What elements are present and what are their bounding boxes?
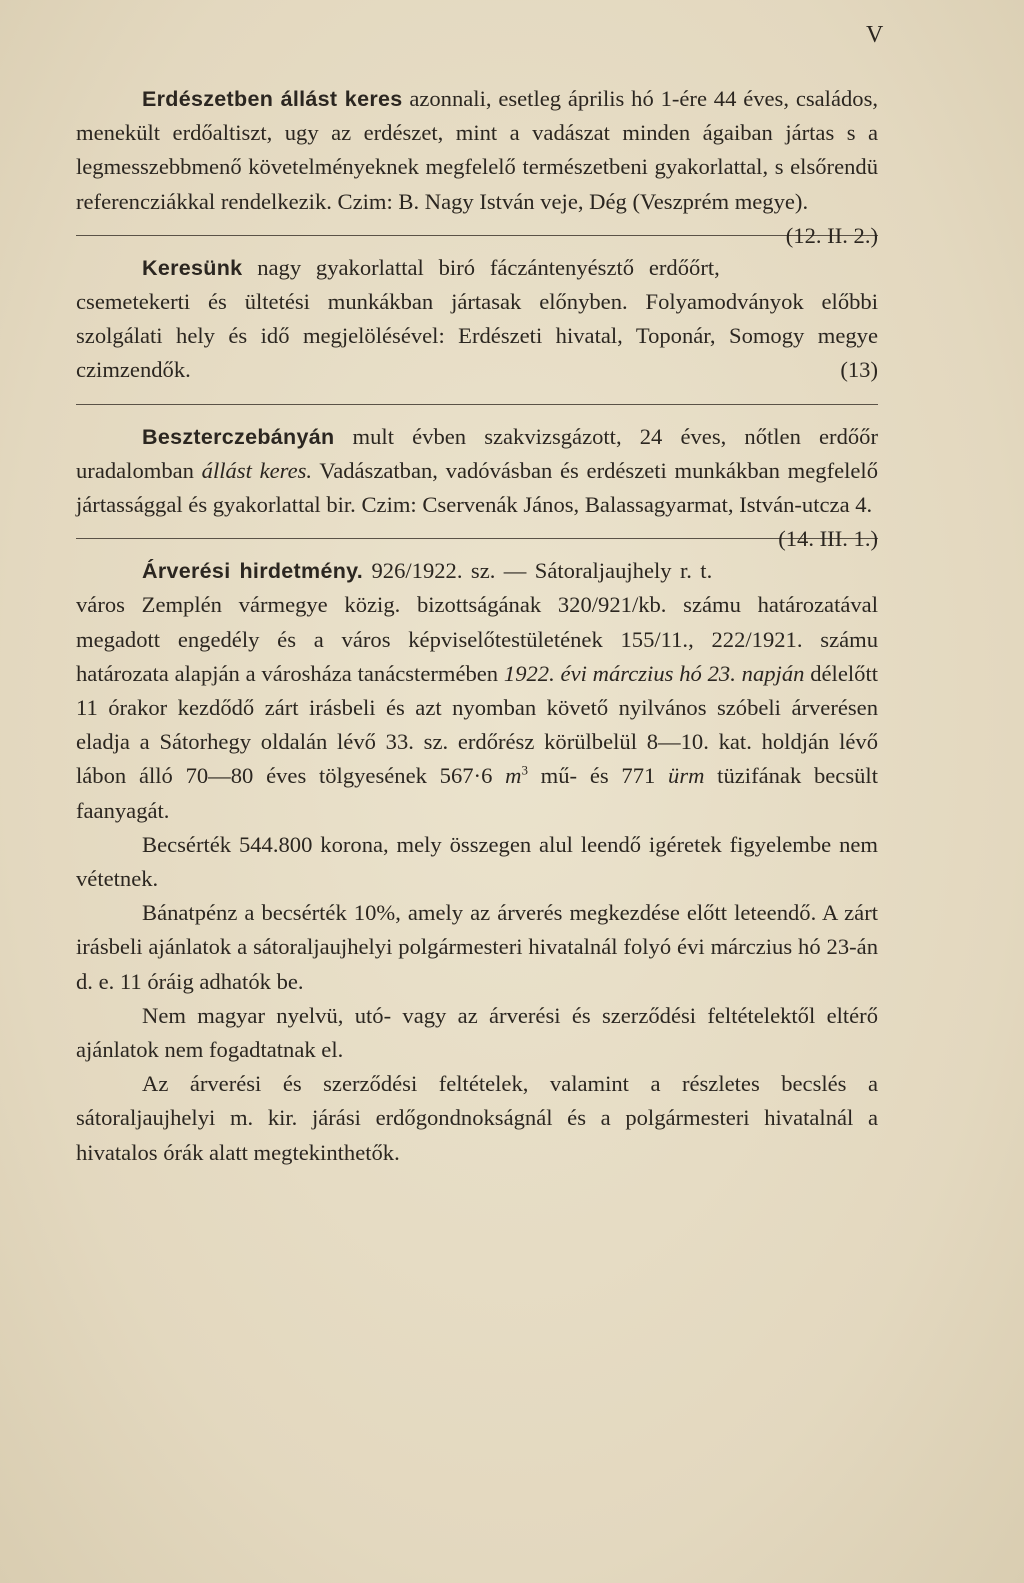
ad-reference: (12. II. 2.): [785, 222, 878, 248]
auction-paragraph-2: Becsérték 544.800 korona, mely összegen alul leendő igéretek figyelembe nem vétetnek.: [76, 831, 878, 892]
auction-text: délelőtt 11 órakor kezdődő zárt irásbeli és azt nyomban követő nyilvános szóbeli árverésen eladja a Sátorhegy oldalán lévő 33. sz. erdőrész körülbelül 8—10. kat. holdján lévő lábon álló 70—80 éves tölgyesének 567·6: [76, 660, 878, 789]
ad-paragraph: [76, 251, 878, 388]
auction-paragraph-4: Nem magyar nyelvü, utó- vagy az árverési és szerződési feltételektől eltérő ajánlatok nem fogadtatnak el.: [76, 1002, 878, 1063]
auction-paragraph-1: [76, 554, 878, 828]
page-number: V: [866, 22, 885, 48]
ad-headline: Keresünk: [142, 255, 243, 280]
ad-reference: (13): [840, 357, 878, 383]
auction-notice: [76, 554, 878, 1170]
ad-reference: (14. III. 1.): [778, 526, 878, 552]
auction-headline: Árverési hirdetmény.: [142, 559, 364, 584]
auction-text: 926/1922. sz. — Sátoraljaujhely r. t. város Zemplén vármegye közig. bizottságának 320/921/kb. számu határozatával megadott engedély és a város képviselőtestületének 155/11., 222/1921. számu határozata alapján a városháza tanácstermében: [76, 558, 878, 686]
auction-date: 1922. évi márczius hó 23. napján: [503, 660, 805, 686]
ad-body-continued: Vadászatban, vadóvásban és erdészeti munkákban megfelelő jártassággal és gyakorlattal bir. Czim: Cservenák János, Balassagyarmat, István-utcza 4.: [76, 457, 878, 518]
unit-cubic-meter: m: [505, 763, 522, 789]
ad-body: nagy gyakorlattal biró fáczántenyésztő erdőőrt, csemetekerti és ültetési munkákban jártasak előnyben. Folyamodványok előbbi szolgálati hely és idő megjelölésével: Erdészeti hivatal, Toponár, Somogy megye czimzendők.: [76, 254, 878, 383]
ad-emphasis: állást keres.: [201, 457, 313, 483]
ad-pheasant-keeper-wanted: [76, 251, 878, 388]
auction-text: mű- és 771: [527, 763, 669, 789]
unit-superscript: 3: [521, 762, 528, 778]
ad-body: azonnali, esetleg április hó 1-ére 44 éves, családos, menekült erdőaltiszt, ugy az erdészet, mint a vadászat minden ágaiban jártas s a legmesszebbmenő követelményeknek megfelelő természetbeni gyakorlattal, s elsőrendü referencziákkal rendelkezik. Czim: B. Nagy István veje, Dég (Veszprém megye).: [76, 86, 879, 214]
ad-paragraph: [76, 420, 878, 552]
divider: [76, 404, 878, 405]
ad-headline: Erdészetben állást keres: [142, 87, 403, 111]
ad-headline: Beszterczebányán: [142, 424, 335, 449]
ad-beszterczebanya-forester: [76, 420, 878, 552]
ad-paragraph: [76, 82, 879, 248]
ad-job-seeker-forester: [76, 82, 879, 248]
auction-text: tüzifának becsült faanyagát.: [76, 763, 878, 823]
ad-body: mult évben szakvizsgázott, 24 éves, nőtlen erdőőr uradalomban: [76, 423, 878, 483]
unit-urm: ürm: [668, 763, 705, 789]
auction-paragraph-5: Az árverési és szerződési feltételek, valamint a részletes becslés a sátoraljaujhelyi m. kir. járási erdőgondnokságnál és a polgármesteri hivatalnál a hivatalos órák alatt megtekinthetők.: [76, 1071, 878, 1165]
auction-paragraph-3: Bánatpénz a becsérték 10%, amely az árverés megkezdése előtt leteendő. A zárt irásbeli ajánlatok a sátoraljaujhelyi polgármesteri hivatalnál folyó évi márczius hó 23-án d. e. 11 óráig adhatók be.: [76, 900, 878, 994]
classified-ads: [76, 82, 878, 1170]
